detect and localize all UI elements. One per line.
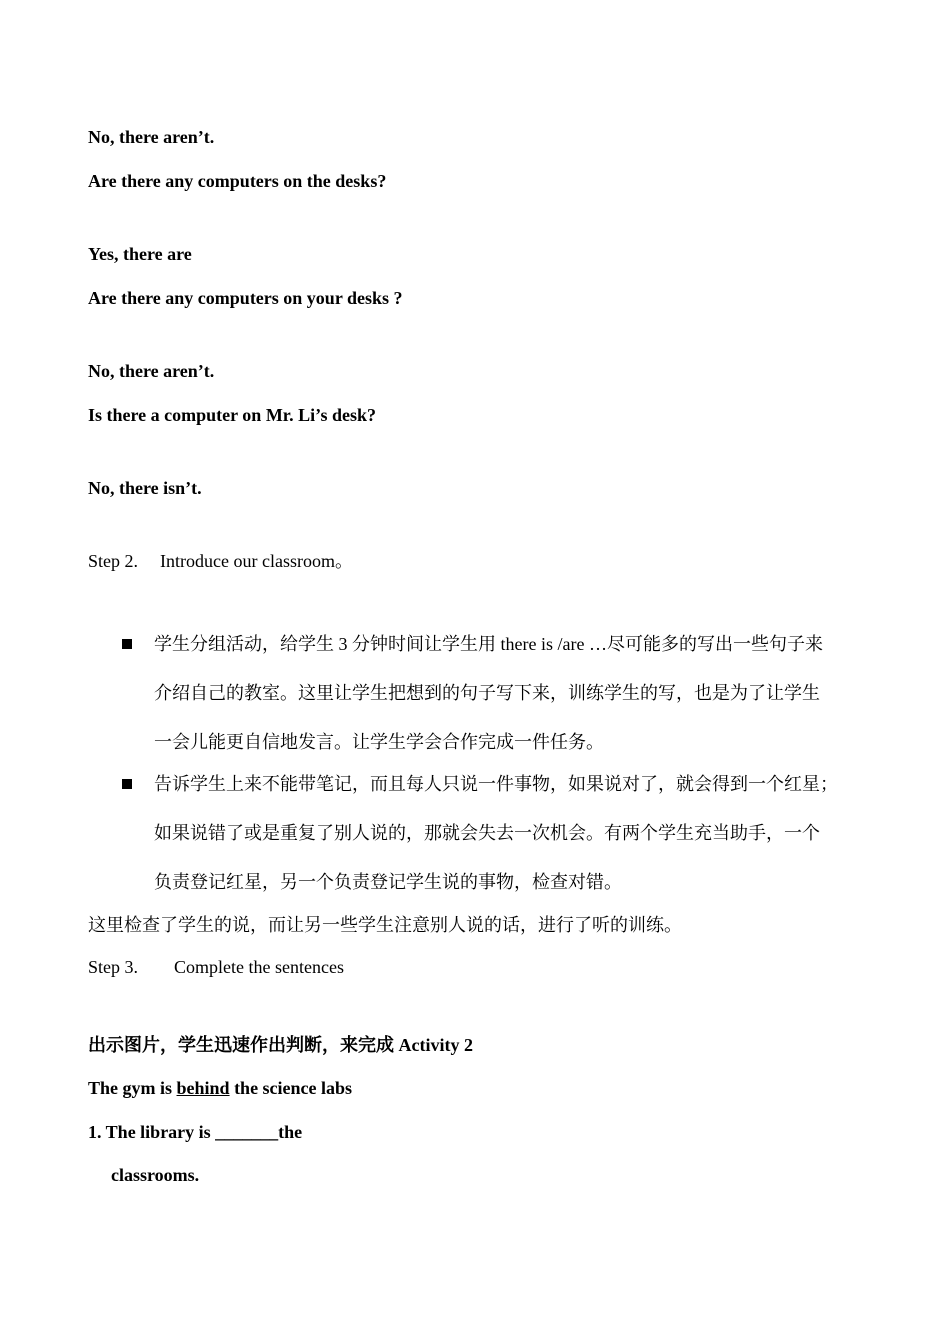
bullet-1-line-1: 学生分组活动，给学生 3 分钟时间让学生用 there is /are …尽可能多的写出一些句子来 <box>154 634 823 654</box>
step-3-heading <box>88 956 344 978</box>
question-line: Are there any computers on the desks? <box>88 171 387 191</box>
example-pre: The gym is <box>88 1078 177 1098</box>
question-1-line-2: classrooms. <box>111 1165 200 1185</box>
step-2-text: Introduce our classroom。 <box>160 551 353 571</box>
step-3-text: Complete the sentences <box>174 957 344 977</box>
question-line: Is there a computer on Mr. Li’s desk? <box>88 405 376 425</box>
question-1-line-1: 1. The library is _______the <box>88 1122 303 1142</box>
bullet-2-line-2: 如果说错了或是重复了别人说的，那就会失去一次机会。有两个学生充当助手，一个 <box>154 823 820 843</box>
answer-line: No, there aren’t. <box>88 127 215 147</box>
answer-line: No, there isn’t. <box>88 478 202 498</box>
example-sentence <box>88 1077 352 1099</box>
note-paragraph: 这里检查了学生的说，而让另一些学生注意别人说的话，进行了听的训练。 <box>88 915 682 935</box>
example-answer: behind <box>176 1078 230 1098</box>
square-bullet-icon <box>122 779 132 789</box>
step-2-label: Step 2. <box>88 551 139 571</box>
bullet-2-line-3: 负责登记红星，另一个负责登记学生说的事物，检查对错。 <box>154 872 622 892</box>
activity-intro: 出示图片，学生迅速作出判断，来完成 Activity 2 <box>88 1035 473 1055</box>
step-2-heading <box>88 550 353 572</box>
bullet-1-line-2: 介绍自己的教室。这里让学生把想到的句子写下来，训练学生的写，也是为了让学生 <box>154 683 820 703</box>
example-post: the science labs <box>229 1078 353 1098</box>
square-bullet-icon <box>122 639 132 649</box>
answer-line: No, there aren’t. <box>88 361 215 381</box>
answer-line: Yes, there are <box>88 244 192 264</box>
bullet-1-line-3: 一会儿能更自信地发言。让学生学会合作完成一件任务。 <box>154 732 604 752</box>
step-3-label: Step 3. <box>88 957 139 977</box>
question-line: Are there any computers on your desks ? <box>88 288 403 308</box>
bullet-2-line-1: 告诉学生上来不能带笔记，而且每人只说一件事物，如果说对了，就会得到一个红星； <box>154 774 838 794</box>
